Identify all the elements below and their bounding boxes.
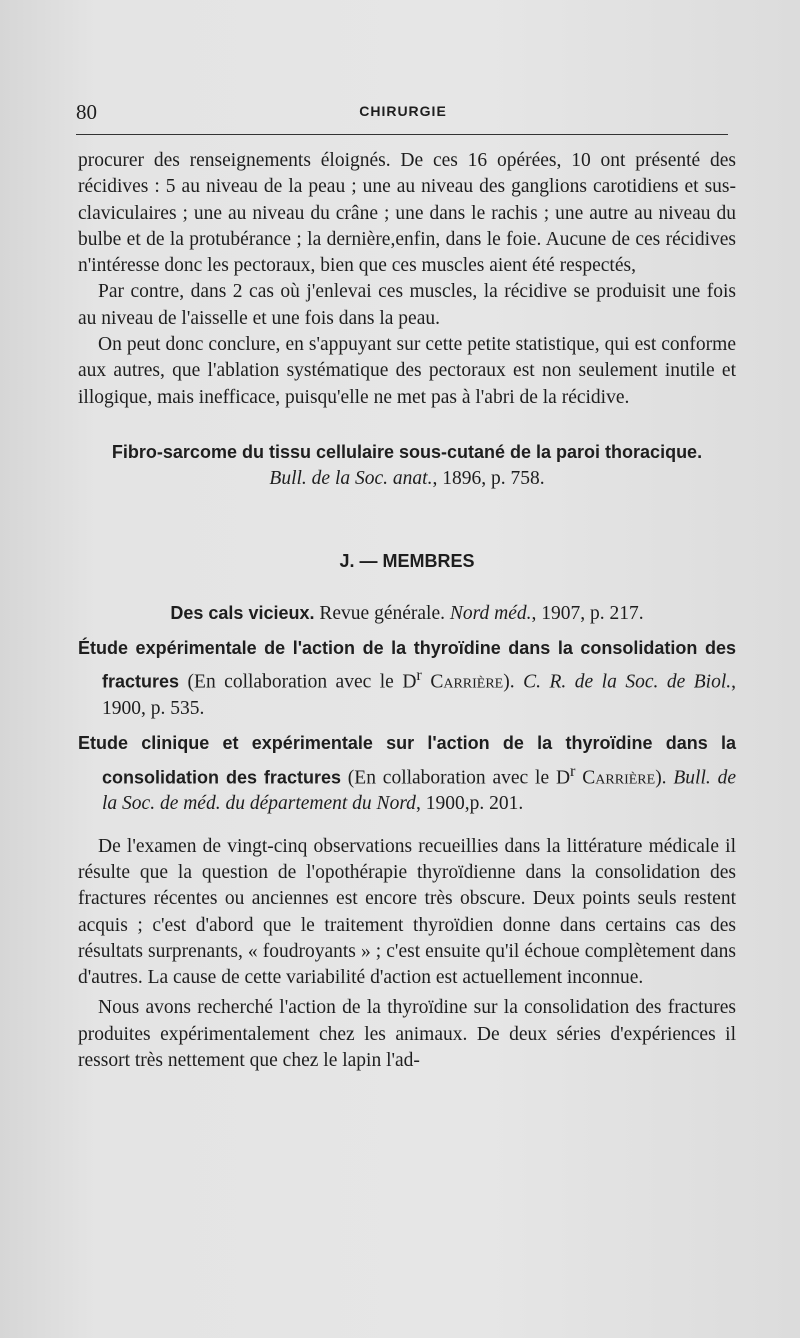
paragraph-par-contre: Par contre, dans 2 cas où j'enlevai ces muscles, la récidive se produisit une fois au niveau de l'aisselle et une fois dans la peau. — [78, 281, 736, 329]
entry-author: Carrière — [575, 767, 656, 789]
running-title: CHIRURGIE — [359, 103, 447, 119]
bibliography-entry-fibro-sarcome — [78, 439, 736, 493]
bibliography-entry-cals-vicieux: Des cals vicieux. Revue générale. Nord méd., 1907, p. 217. — [170, 602, 644, 624]
entry-reference: , 1900,p. 201. — [415, 793, 524, 815]
paragraph-examen: De l'examen de vingt-cinq observations recueillies dans la littérature médicale il résulte que la question de l'opothérapie thyroïdienne dans la consolidation des fractures récentes ou anciennes est encore très obscure. Deux points seuls restent acquis ; c'est d'abord que le traitement thyroïdien donne dans certains cas des résultats surprenants, « foudroyants » ; c'est ensuite qu'il échoue complètement dans d'autres. La cause de cette variabilité d'action est actuellement inconnue. — [78, 835, 736, 989]
entry-reference: , 1896, p. 758. — [432, 468, 545, 490]
header-rule — [76, 134, 728, 135]
entry-journal: Bull. de la Soc. de méd. du département du Nord — [102, 767, 736, 815]
paragraph-conclusion: On peut donc conclure, en s'appuyant sur cette petite statistique, qui est conforme aux autres, que l'ablation systématique des pectoraux est non seulement inutile et illogique, mais inefficace, puisqu'elle ne met pas à l'abri de la récidive. — [78, 334, 736, 408]
page-body — [78, 148, 736, 1074]
entry-journal: Bull. de la Soc. anat. — [269, 468, 433, 490]
entry-title: Fibro-sarcome du tissu cellulaire sous-cutané de la paroi thoracique. — [111, 441, 703, 462]
entry-author: Carrière — [421, 671, 504, 693]
entry-title: Etude clinique et expérimentale sur l'action de la thyroïdine dans la consolidation des fractures — [78, 733, 736, 788]
section-heading: J. — MEMBRES — [339, 550, 475, 571]
page-header — [76, 96, 730, 126]
entry-title: Des cals vicieux. — [170, 602, 315, 623]
entry-reference: , 1907, p. 217. — [531, 602, 644, 624]
entry-journal: C. R. de la Soc. de Biol. — [523, 671, 732, 693]
entry-reference: , 1900, p. 535. — [102, 671, 736, 719]
bibliography-entry-etude-experimentale: Étude expérimentale de l'action de la thyroïdine dans la consolidation des fractures (En collaboration avec le $D^r$ Carrière). C. R. de la Soc. de Biol., 1900, p. 535. — [78, 637, 736, 719]
bibliography-entry-etude-clinique: Etude clinique et expérimentale sur l'action de la thyroïdine dans la consolidation des fractures (En collaboration avec le $D^r$ Carrière). Bull. de la Soc. de méd. du département du Nord, 1900,p. 201. — [78, 733, 736, 815]
page-number: 80 — [76, 100, 97, 124]
entry-journal: Nord méd. — [449, 602, 532, 624]
entry-title: Étude expérimentale de l'action de la thyroïdine dans la consolidation des fractures — [78, 637, 736, 692]
paragraph-recherche: Nous avons recherché l'action de la thyroïdine sur la consolidation des fractures produites expérimentalement chez les animaux. De deux séries d'expériences il ressort très nettement que chez le lapin l'ad- — [78, 997, 736, 1072]
paragraph-continuation: procurer des renseignements éloignés. De ces 16 opérées, 10 ont présenté des récidives : 5 au niveau de la peau ; une au niveau des ganglions carotidiens et sus-claviculaires ; une au niveau du crâne ; une dans le rachis ; une autre au niveau du bulbe et de la protubérance ; la dernière,enfin, dans le foie. Aucune de ces récidives n'intéresse donc les pectoraux, bien que ces muscles aient été respectés, — [78, 150, 736, 277]
